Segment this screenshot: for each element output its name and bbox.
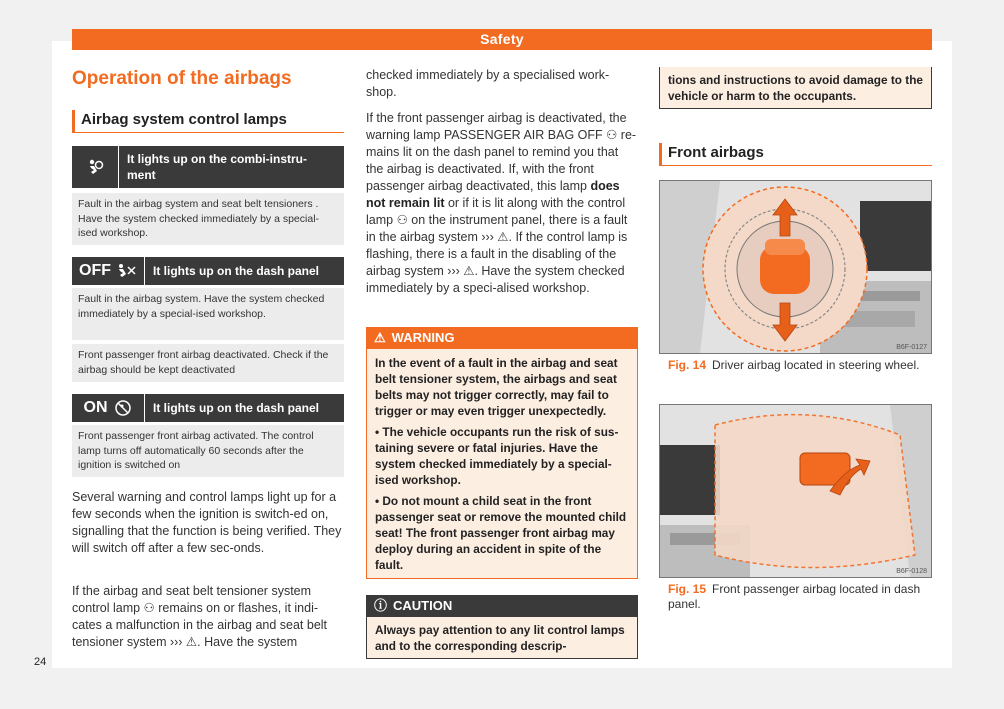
col2-paragraph-1: checked immediately by a specialised work-shop. — [366, 68, 610, 99]
section-header: Safety — [72, 29, 932, 50]
fig15-label: Fig. 15 — [668, 582, 707, 596]
figure-15-passenger-airbag — [659, 404, 932, 578]
lamp1-title: It lights up on the combi-instru-ment — [127, 152, 307, 182]
warning-paragraph-1: In the event of a fault in the airbag and seat belt tensioner system, the airbags and seat belts may not trigger correctly, may fail to trigger or may even trigger unexpectedly. — [375, 356, 618, 418]
lamp3-body: Front passenger front airbag activated. The control lamp turns off automatically 60 seconds after the ignition is switched on — [72, 425, 344, 477]
airbag-off-icon — [72, 257, 145, 285]
fig15-code: B6F-0128 — [896, 568, 927, 575]
fig14-caption — [668, 358, 923, 373]
col2-p2-text-c: or if it is lit along with the control lamp ⚇ on the instrument panel, there is a fault in the airbag system ››› ⚠. If the control lamp is flashing, there is a fault in the disabling of the airbag system ››› ⚠. Have the system checked immediately by a speci-alised workshop. — [366, 196, 628, 295]
warning-title: WARNING — [391, 330, 455, 345]
col1-paragraph-2: If the airbag and seat belt tensioner system control lamp ⚇ remains on or flashes, it indi-cates a malfunction in the airbag and seat belt tensioner system ››› ⚠. Have the system — [72, 584, 328, 649]
col2-p2-text-a: If the front passenger airbag is deactivated, the warning lamp PASSENGER AIR BAG OFF ⚇ re-mains lit on the dash panel to remind you that the airbag is deactivated. If, with the front passenger airbag deactivated, this lamp — [366, 111, 637, 193]
caution-header — [366, 595, 638, 617]
caution-title: CAUTION — [393, 598, 453, 613]
col2-p2-bold: does not remain lit — [366, 179, 620, 210]
lamp1-body: Fault in the airbag system and seat belt tensioners . Have the system checked immediately by a special-ised workshop. — [72, 193, 344, 245]
figure-14-driver-airbag — [659, 180, 932, 354]
page-number: 24 — [34, 656, 47, 668]
control-lamps-heading: Airbag system control lamps — [72, 110, 344, 133]
fig15-caption — [668, 582, 928, 612]
lamp2-title: It lights up on the dash panel — [153, 264, 320, 278]
lamp2-header — [72, 257, 344, 285]
fig14-label: Fig. 14 — [668, 358, 707, 372]
page-title: Operation of the airbags — [72, 68, 292, 89]
passenger-airbag-illustration — [660, 405, 931, 577]
lamp3-title: It lights up on the dash panel — [153, 401, 320, 415]
fig15-caption-text: Front passenger airbag located in dash panel. — [668, 582, 921, 611]
fig14-caption-text: Driver airbag located in steering wheel. — [712, 358, 920, 372]
caution-circle-icon: ⓘ — [374, 598, 388, 613]
caution-body: Always pay attention to any lit control lamps and to the corresponding descrip- — [366, 617, 638, 659]
lamp3-badge: ON — [83, 399, 108, 416]
col2-paragraph-2 — [366, 110, 638, 297]
lamp2-badge: OFF — [79, 262, 111, 279]
col1-paragraph-1: Several warning and control lamps light up for a few seconds when the ignition is switch-ed on, signalling that the function is being verified. They will switch off after a few sec-onds. — [72, 490, 342, 555]
warning-body — [366, 349, 638, 579]
warning-paragraph-2: • The vehicle occupants run the risk of sus-taining severe or fatal injuries. Have the system checked immediately by a special-ised workshop. — [375, 425, 619, 487]
front-airbags-heading: Front airbags — [659, 143, 932, 166]
fig14-code: B6F-0127 — [896, 344, 927, 351]
warning-triangle-icon: ⚠ — [374, 330, 386, 345]
lamp3-header — [72, 394, 344, 422]
warning-paragraph-3: • Do not mount a child seat in the front passenger seat or remove the mounted child seat! The front passenger front airbag may deploy during an accident in spite of the fault. — [375, 494, 627, 572]
lamp2-body-fault: Fault in the airbag system. Have the system checked immediately by a special-ised workshop. — [72, 288, 344, 340]
warning-header — [366, 327, 638, 349]
lamp1-header — [72, 146, 344, 188]
caution-continued: tions and instructions to avoid damage to the vehicle or harm to the occupants. — [659, 67, 932, 109]
lamp2-body-deactivated: Front passenger front airbag deactivated. Check if the airbag should be kept deactivated — [72, 344, 344, 382]
airbag-on-icon — [72, 394, 145, 422]
driver-airbag-illustration — [660, 181, 931, 353]
airbag-person-icon — [72, 146, 119, 188]
